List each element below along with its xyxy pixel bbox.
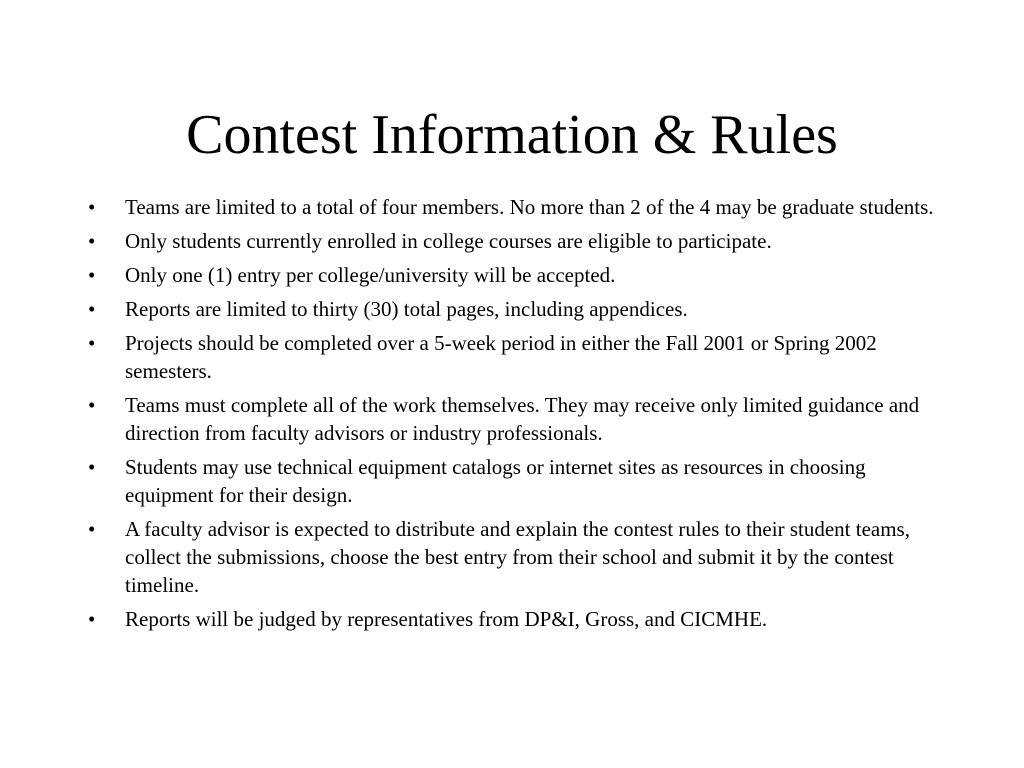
bullet-text: A faculty advisor is expected to distribute and explain the contest rules to their student teams, collect the submissions, choose the best entry from their school and submit it by the contest timeline. [125, 517, 910, 597]
bullet-text: Reports are limited to thirty (30) total pages, including appendices. [125, 297, 688, 321]
bullet-icon: • [88, 607, 96, 631]
bullet-item [88, 227, 948, 255]
bullet-item [88, 329, 948, 385]
bullet-text: Students may use technical equipment catalogs or internet sites as resources in choosing equipment for their design. [125, 455, 866, 507]
bullet-item [88, 295, 948, 323]
bullet-item [88, 453, 948, 509]
bullet-icon: • [88, 517, 96, 541]
bullet-item [88, 193, 948, 221]
bullet-item [88, 605, 948, 633]
bullet-text: Only students currently enrolled in college courses are eligible to participate. [125, 229, 772, 253]
slide-title: Contest Information & Rules [186, 104, 838, 166]
bullet-text: Projects should be completed over a 5-week period in either the Fall 2001 or Spring 2002 semesters. [125, 331, 877, 383]
bullet-item [88, 261, 948, 289]
bullet-icon: • [88, 455, 96, 479]
bullet-text: Teams are limited to a total of four members. No more than 2 of the 4 may be graduate students. [125, 195, 934, 219]
bullet-item [88, 515, 948, 599]
bullet-icon: • [88, 393, 96, 417]
bullet-text: Reports will be judged by representatives from DP&I, Gross, and CICMHE. [125, 607, 768, 631]
bullet-item [88, 391, 948, 447]
bullet-icon: • [88, 297, 96, 321]
bullet-list [88, 193, 948, 639]
bullet-icon: • [88, 229, 96, 253]
bullet-text: Teams must complete all of the work themselves. They may receive only limited guidance and direction from faculty advisors or industry professionals. [125, 393, 920, 445]
bullet-icon: • [88, 263, 96, 287]
bullet-icon: • [88, 195, 96, 219]
bullet-text: Only one (1) entry per college/university will be accepted. [125, 263, 616, 287]
bullet-icon: • [88, 331, 96, 355]
